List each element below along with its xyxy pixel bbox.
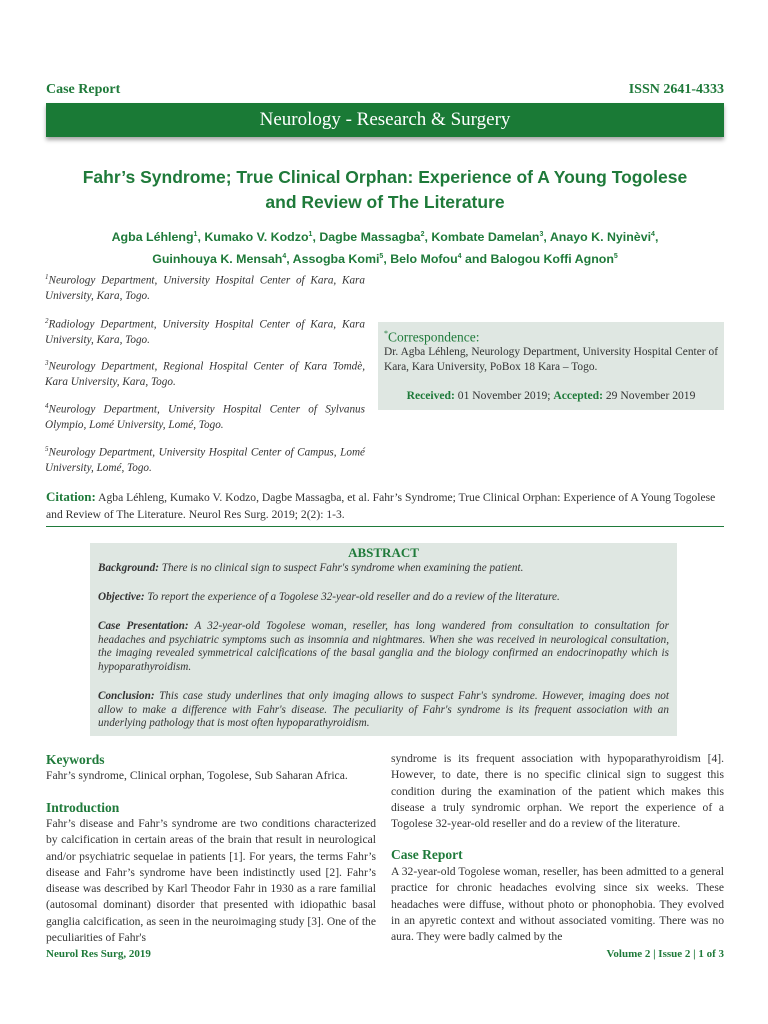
author-separator: , xyxy=(654,230,659,245)
author-separator: and xyxy=(461,252,491,267)
author-affiliation-mark: 2 xyxy=(420,231,425,238)
author-affiliation-mark: 5 xyxy=(613,253,618,261)
abstract-conclusion xyxy=(98,690,669,731)
author-name: Guinhouya K. Mensah xyxy=(152,252,283,267)
issn-label: ISSN 2641-4333 xyxy=(628,82,724,97)
case-presentation-label: Case Presentation: xyxy=(98,620,189,632)
case-report-heading: Case Report xyxy=(391,847,463,862)
author-affiliation-mark: 4 xyxy=(282,253,287,261)
citation-label: Citation: xyxy=(46,489,96,504)
objective-text: To report the experience of a Togolese 32-year-old reseller and do a review of the literature. xyxy=(144,591,560,603)
background-label: Background: xyxy=(98,562,159,574)
objective-label: Objective: xyxy=(98,591,145,603)
introduction-heading: Introduction xyxy=(46,800,120,815)
author-name: Anayo K. Nyinèvi xyxy=(549,230,652,245)
abstract-objective xyxy=(98,591,669,605)
author-name: Agba Léhleng xyxy=(111,230,194,245)
author-name: Assogba Komi xyxy=(292,252,380,267)
accepted-label: Accepted: xyxy=(553,389,603,402)
title-line-1: Fahr’s Syndrome; True Clinical Orphan: Experience of A Young Togolese xyxy=(82,167,688,187)
author-name: Belo Mofou xyxy=(390,252,458,267)
correspondence-label: Correspondence: xyxy=(388,329,480,345)
correspondence-mark: * xyxy=(384,329,388,338)
abstract-heading: ABSTRACT xyxy=(348,545,419,560)
author-list xyxy=(40,225,730,269)
affiliation-2-num: 2 xyxy=(45,317,49,325)
affiliation-5-text: Neurology Department, University Hospital Center of Campus, Lomé University, Lomé, Togo. xyxy=(45,446,365,474)
introduction-text: Fahr’s disease and Fahr’s syndrome are two conditions characterized by calcification in certain areas of the brain that result in neurological and/or psychiatric sequelae in patients [1]. For years, the terms Fahr’s disease and Fahr’s syndrome have been indistinctly used [2]. Fahr’s disease was described by Karl Theodor Fahr in 1930 as a rare familial (autosomal dominant) disorder that presented with idiopathic basal ganglia calcification, as seen in the neuroimaging study [3]. One of the peculiarities of Fahr's xyxy=(46,817,376,945)
received-accepted-dates xyxy=(384,389,718,402)
affiliation-2-text: Radiology Department, University Hospital Center of Kara, Kara University, Kara, Togo. xyxy=(45,318,365,346)
author-affiliation-mark: 4 xyxy=(651,231,655,238)
keywords-text: Fahr’s syndrome, Clinical orphan, Togolese, Sub Saharan Africa. xyxy=(46,769,348,782)
case-report-text: A 32-year-old Togolese woman, reseller, has been admitted to a general practice for chronic headaches evolving since six weeks. These headaches were diffuse, without photo or phonophobia. They evolved in an apyretic context and without associated vomiting. There was no aura. They were badly calmed by the xyxy=(391,865,724,944)
author-separator: , xyxy=(424,230,432,245)
footer-pagination: Volume 2 | Issue 2 | 1 of 3 xyxy=(606,948,724,960)
article-type-label: Case Report xyxy=(46,82,121,97)
conclusion-label: Conclusion: xyxy=(98,690,155,702)
affiliation-1 xyxy=(45,270,365,304)
journal-banner: Neurology - Research & Surgery xyxy=(46,103,724,137)
affiliation-3 xyxy=(45,356,365,390)
accepted-date: 29 November 2019 xyxy=(602,389,696,402)
affiliation-5 xyxy=(45,442,365,476)
affiliation-4-text: Neurology Department, University Hospital Center of Sylvanus Olympio, Lomé University, Lomé, Togo. xyxy=(45,403,365,431)
received-date: 01 November 2019; xyxy=(454,389,554,402)
author-affiliation-mark: 4 xyxy=(457,253,462,261)
affiliation-4 xyxy=(45,399,365,433)
footer-journal: Neurol Res Surg, 2019 xyxy=(46,948,151,960)
author-separator: , xyxy=(312,230,320,245)
background-text: There is no clinical sign to suspect Fahr's syndrome when examining the patient. xyxy=(158,562,524,574)
article-title xyxy=(40,165,730,215)
author-affiliation-mark: 1 xyxy=(308,231,313,238)
affiliation-4-num: 4 xyxy=(45,402,49,410)
author-separator: , xyxy=(543,230,550,245)
author-affiliation-mark: 1 xyxy=(193,231,198,238)
title-line-2: and Review of The Literature xyxy=(265,192,505,212)
author-name: Balogou Koffi Agnon xyxy=(490,252,614,267)
abstract-case-presentation xyxy=(98,620,669,674)
affiliation-1-num: 1 xyxy=(45,273,49,281)
author-separator: , xyxy=(197,230,205,245)
author-affiliation-mark: 5 xyxy=(379,253,384,261)
case-presentation-text: A 32-year-old Togolese woman, reseller, has long wandered from consultation to consultation for headaches and psychiatric symptoms such as insomnia and nightmares. When she was received in neurological consultation, the imaging revealed symmetrical calcifications of the basal ganglia and the biology confirmed an endocrinopathy which is hypoparathyroidism. xyxy=(98,620,669,673)
affiliation-1-text: Neurology Department, University Hospital Center of Kara, Kara University, Kara, Togo. xyxy=(45,274,365,302)
affiliation-5-num: 5 xyxy=(45,445,49,453)
received-label: Received: xyxy=(406,389,455,402)
conclusion-text: This case study underlines that only imaging allows to suspect Fahr's syndrome. However, imaging does not allow to make a difference with Fahr's disease. The peculiarity of Fahr's syndrome is its frequent association with an underlying pathology that is most often hypoparathyroidism. xyxy=(98,690,669,729)
affiliation-3-num: 3 xyxy=(45,359,49,367)
author-name: Dagbe Massagba xyxy=(319,230,421,245)
abstract-background xyxy=(98,562,669,576)
correspondence-heading xyxy=(384,329,479,346)
author-affiliation-mark: 3 xyxy=(539,231,544,238)
keywords-heading: Keywords xyxy=(46,752,105,767)
citation xyxy=(46,488,724,523)
author-name: Kumako V. Kodzo xyxy=(204,230,309,245)
author-name: Kombate Damelan xyxy=(431,230,540,245)
introduction-continuation: syndrome is its frequent association with hypoparathyroidism [4]. However, to date, there is no specific clinical sign to suggest this condition during the examination of the patient which makes this disease a truly syndromic orphan. We report the experience of a Togolese 32-year-old reseller and do a review of the literature. xyxy=(391,752,724,831)
correspondence-address: Dr. Agba Léhleng, Neurology Department, University Hospital Center of Kara, Kara University, PoBox 18 Kara – Togo. xyxy=(384,346,718,373)
divider xyxy=(46,526,724,527)
author-separator: , xyxy=(286,252,293,267)
citation-text: Agba Léhleng, Kumako V. Kodzo, Dagbe Massagba, et al. Fahr’s Syndrome; True Clinical Orphan: Experience of A Young Togolese and Review of The Literature. Neurol Res Surg. 2019; 2(2): 1-3. xyxy=(46,491,716,521)
affiliation-2 xyxy=(45,314,365,348)
author-separator: , xyxy=(383,252,391,267)
affiliation-3-text: Neurology Department, Regional Hospital Center of Kara Tomdè, Kara University, Kara, Togo. xyxy=(45,360,365,388)
